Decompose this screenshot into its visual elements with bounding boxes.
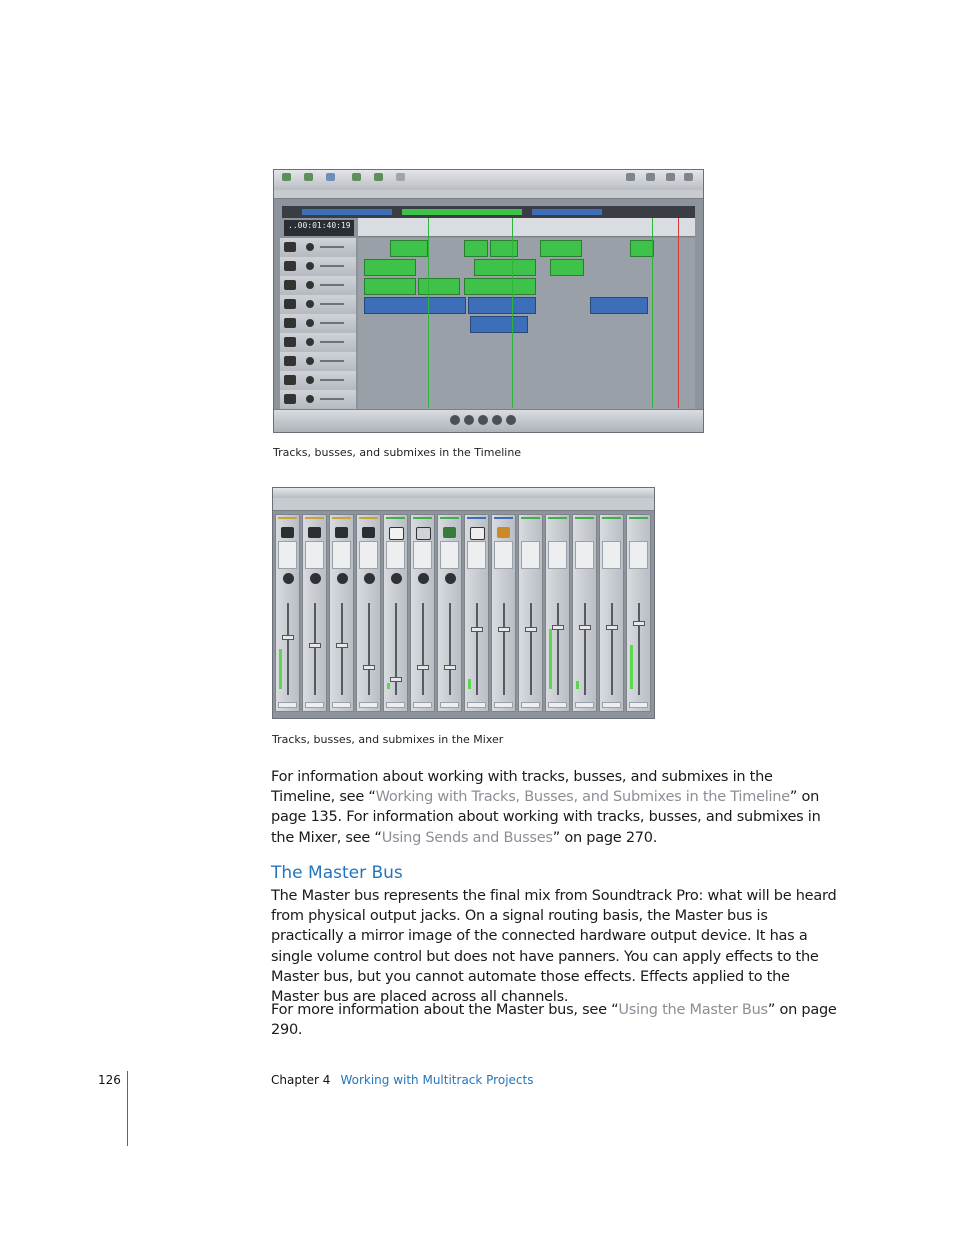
timeline-overview <box>282 206 695 218</box>
track-headers <box>280 238 356 406</box>
mixer-caption: Tracks, busses, and submixes in the Mixer <box>272 733 504 746</box>
rewind-icon <box>450 415 460 425</box>
timeline-caption: Tracks, busses, and submixes in the Timeline <box>273 446 522 459</box>
track-lane <box>358 314 695 334</box>
timeline-screenshot <box>273 169 704 433</box>
track-header <box>280 352 356 372</box>
right-pane-icon <box>666 173 675 181</box>
track-lane <box>358 295 695 315</box>
lower-pane-icon <box>646 173 655 181</box>
timeline-tab-row <box>274 190 703 199</box>
playhead <box>678 218 679 408</box>
track-header <box>280 276 356 296</box>
channel-strip <box>572 514 597 712</box>
track-lane <box>358 257 695 277</box>
section-heading: The Master Bus <box>271 863 403 883</box>
track-header <box>280 257 356 277</box>
timecode-display: ..00:01:40:19 <box>284 220 354 236</box>
forward-icon <box>492 415 502 425</box>
record-icon <box>506 415 516 425</box>
channel-strip <box>383 514 408 712</box>
track-header <box>280 371 356 391</box>
channel-strip <box>410 514 435 712</box>
master-bus-paragraph: The Master bus represents the final mix from Soundtrack Pro: what will be heard from physical output jacks. On a signal routing basis, the Master bus is practically a mirror image of the connected hardware output device. It has a single volume control but does not have panners. You can apply effects to the Master bus, but you cannot automate those effects. Effects applied to the Master bus are placed across all channels. <box>271 888 837 1006</box>
channel-strip <box>518 514 543 712</box>
more-info-paragraph <box>271 1000 841 1040</box>
transport-bar <box>274 409 703 432</box>
track-lane <box>358 371 695 391</box>
new-track-icon <box>326 173 335 181</box>
channel-strip <box>302 514 327 712</box>
timeline-tracks-link[interactable]: Working with Tracks, Busses, and Submixes in the Timeline <box>375 789 790 806</box>
intro-text: ” on page 270. <box>552 829 658 846</box>
mixer-tab-row <box>273 498 654 511</box>
channel-strip <box>356 514 381 712</box>
track-lane <box>358 333 695 353</box>
chapter-footer <box>271 1073 533 1087</box>
channel-strip <box>599 514 624 712</box>
track-header <box>280 314 356 334</box>
track-lane <box>358 238 695 258</box>
channel-strip <box>329 514 354 712</box>
footer-rule <box>127 1071 128 1146</box>
track-header <box>280 238 356 258</box>
time-marker <box>512 218 513 408</box>
comments-icon <box>396 173 405 181</box>
intro-text: ” on page 135. For information about working with tracks, busses, and submixes in the Mixer, see “ <box>271 789 821 846</box>
intro-text: For information about working with tracks, busses, and submixes in the Timeline, see “ <box>271 769 773 806</box>
more-info-text: For more information about the Master bus, see “ <box>271 1002 619 1018</box>
play-icon <box>478 415 488 425</box>
add-time-marker-icon <box>352 173 361 181</box>
channel-strip <box>626 514 651 712</box>
chapter-label: Chapter 4 <box>271 1073 331 1087</box>
left-pane-icon <box>626 173 635 181</box>
page-number: 126 <box>98 1073 121 1087</box>
time-marker <box>428 218 429 408</box>
track-lane <box>358 352 695 372</box>
master-bus-link[interactable]: Using the Master Bus <box>618 1002 768 1018</box>
track-header <box>280 333 356 353</box>
channel-strip <box>464 514 489 712</box>
time-marker <box>652 218 653 408</box>
track-lane <box>358 276 695 296</box>
track-header <box>280 295 356 315</box>
zoom-window-icon <box>374 173 383 181</box>
mixer-screenshot <box>272 487 655 719</box>
timeline-ruler <box>358 218 695 237</box>
new-audio-file-icon <box>304 173 313 181</box>
channel-strip <box>275 514 300 712</box>
back-icon <box>464 415 474 425</box>
sends-busses-link[interactable]: Using Sends and Busses <box>381 829 553 846</box>
layouts-icon <box>684 173 693 181</box>
track-lane <box>358 390 695 410</box>
new-project-icon <box>282 173 291 181</box>
channel-strip <box>545 514 570 712</box>
more-info-text: ” on page 290. <box>271 1002 837 1039</box>
channel-strip <box>437 514 462 712</box>
intro-paragraph <box>271 767 841 848</box>
track-header <box>280 390 356 410</box>
channel-strip <box>491 514 516 712</box>
timeline-toolbar <box>274 170 703 191</box>
chapter-title-link[interactable]: Working with Multitrack Projects <box>340 1073 534 1087</box>
